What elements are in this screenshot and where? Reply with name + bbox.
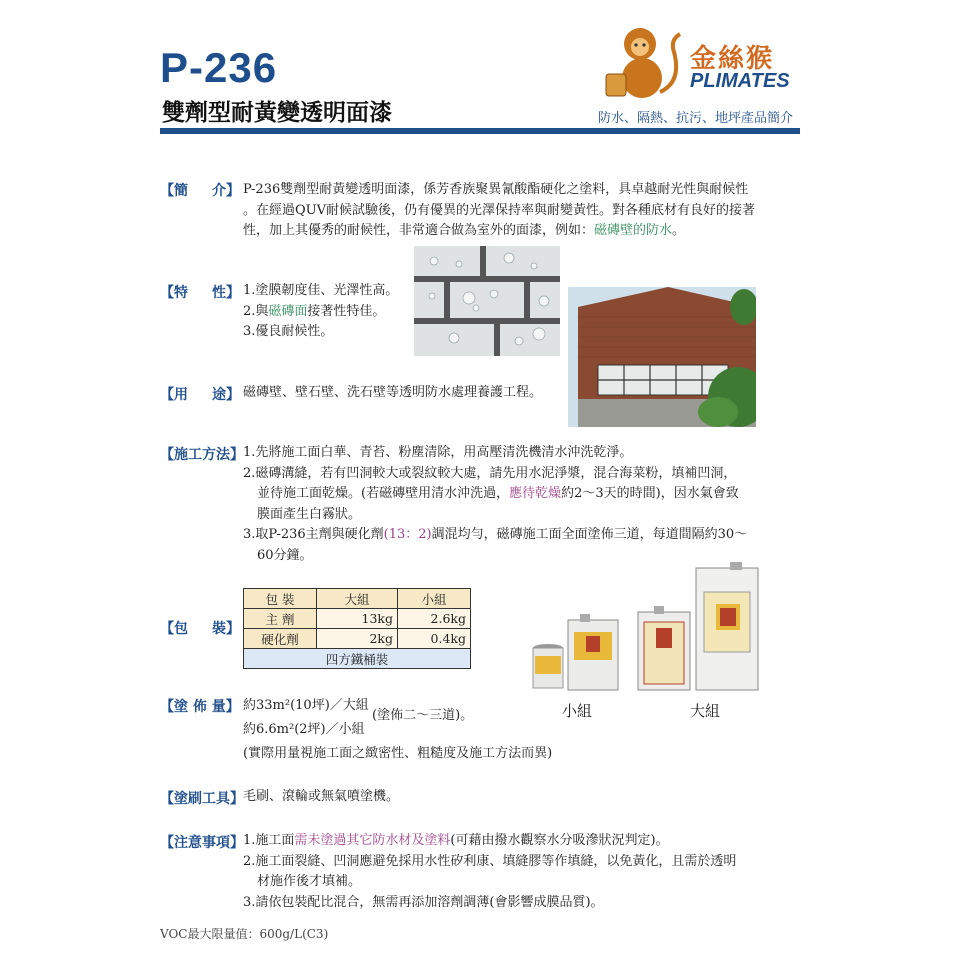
table-footer: 四方鐵桶裝 xyxy=(244,649,471,669)
intro-end: 。 xyxy=(672,223,686,238)
usage-label-b: 途】 xyxy=(212,387,240,403)
packing-label-b: 裝】 xyxy=(212,621,240,637)
method-step xyxy=(243,525,803,546)
monkey-logo-icon xyxy=(600,22,690,104)
feature-item: 3.優良耐候性。 xyxy=(243,324,334,339)
product-name: 雙劑型耐黃變透明面漆 xyxy=(162,100,392,126)
feature-text: 2.與 xyxy=(243,303,269,319)
coverage-coats: (塗佈二～三道)。 xyxy=(372,708,474,723)
table-cell: 0.4kg xyxy=(398,629,471,649)
table-cell: 2.6kg xyxy=(398,609,471,629)
packing-label xyxy=(160,618,240,638)
note-item: 2.施工面裂縫、凹洞應避免採用水性矽利康、填縫膠等作填縫，以免黃化，且需於透明 xyxy=(243,853,737,869)
coverage-text xyxy=(243,694,552,766)
table-cell: 2kg xyxy=(317,629,398,649)
method-text-part: 約2～3天的時間)，因水氣會致 xyxy=(561,486,739,501)
table-header: 包 裝 xyxy=(244,589,317,609)
packing-label-a: 【包 xyxy=(160,621,188,637)
note-text: 1.施工面 xyxy=(243,833,295,848)
table-cell: 硬化劑 xyxy=(244,629,317,649)
table-cell: 13kg xyxy=(317,609,398,629)
features-label-b: 性】 xyxy=(212,285,240,301)
table-row xyxy=(244,609,471,629)
product-code: P-236 xyxy=(160,44,278,91)
intro-line: 。在經過QUV耐候試驗後，仍有優異的光澤保持率與耐變黃性。對各種底材有良好的接著 xyxy=(243,202,756,218)
intro-label-b: 介】 xyxy=(212,183,240,199)
method-step: 1.先將施工面白華、青苔、粉塵清除，用高壓清洗機清水沖洗乾淨。 xyxy=(243,445,633,460)
table-header: 大組 xyxy=(317,589,398,609)
feature-highlight: 磁磚面 xyxy=(268,303,308,319)
table-row xyxy=(244,589,471,609)
brick-building-photo xyxy=(568,287,756,427)
table-row xyxy=(244,649,471,669)
table-header: 小組 xyxy=(398,589,471,609)
method-step: 2.磁磚溝縫，若有凹洞較大或裂紋較大處，請先用水泥淨漿，混合海菜粉，填補凹洞， xyxy=(243,465,737,481)
table-cell: 主 劑 xyxy=(244,609,317,629)
note-highlight: 需未塗過其它防水材及塗料 xyxy=(294,833,451,848)
table-row xyxy=(244,629,471,649)
features-text xyxy=(243,281,398,343)
intro-line xyxy=(243,221,803,242)
tools-text: 毛刷、滾輪或無氣噴塗機。 xyxy=(243,789,400,804)
method-text-part: 調混均勻，磁磚施工面全面塗佈三道，每道間隔約30～ xyxy=(431,527,748,542)
large-set-caption: 大組 xyxy=(690,702,721,720)
feature-item xyxy=(243,302,398,323)
coverage-line: 約6.6m²(2坪)／小組 xyxy=(243,722,365,737)
method-highlight: (13：2) xyxy=(383,527,432,542)
intro-line: P-236雙劑型耐黃變透明面漆，係芳香族聚異氰酸酯硬化之塗料，具卓越耐光性與耐候性 xyxy=(243,182,749,197)
coverage-label: 【塗 佈 量】 xyxy=(160,699,240,715)
brand-chinese-name: 金絲猴 xyxy=(690,44,775,74)
brand-english-name: PLIMATES xyxy=(690,70,790,92)
method-text-part: 並待施工面乾燥。(若磁磚壁用清水沖洗過， xyxy=(257,486,510,501)
brand-slogan: 防水、隔熱、抗污、地坪產品簡介 xyxy=(598,111,794,126)
intro-line-text: 性，加上其優秀的耐候性，非常適合做為室外的面漆，例如： xyxy=(243,223,595,238)
coverage-line: 約33m²(10坪)／大組 xyxy=(243,698,369,713)
method-step: 60分鐘。 xyxy=(257,547,313,563)
method-text-part: 3.取P-236主劑與硬化劑 xyxy=(243,527,384,542)
small-set-caption: 小組 xyxy=(562,702,593,720)
note-item: 3.請依包裝配比混合，無需再添加溶劑調薄(會影響成膜品質)。 xyxy=(243,894,604,910)
intro-text xyxy=(243,180,803,242)
feature-item: 1.塗膜韌度佳、光澤性高。 xyxy=(243,283,399,298)
intro-highlight: 磁磚壁的防水 xyxy=(594,223,673,238)
usage-label xyxy=(160,384,240,404)
packing-table xyxy=(243,588,471,669)
features-label xyxy=(160,282,240,302)
header-divider xyxy=(160,128,800,134)
method-step xyxy=(243,484,803,505)
feature-text: 接著性特佳。 xyxy=(307,303,386,319)
coverage-note: (實際用量視施工面之緻密性、粗糙度及施工方法而異) xyxy=(243,746,553,761)
features-label-a: 【特 xyxy=(160,285,188,301)
method-label: 【施工方法】 xyxy=(160,447,244,463)
voc-limit: VOC最大限量值：600g/L(C3) xyxy=(160,927,329,941)
method-step: 膜面產生白霧狀。 xyxy=(257,506,362,522)
product-cans-photo xyxy=(530,562,760,694)
usage-text: 磁磚壁、壁石壁、洗石壁等透明防水處理養護工程。 xyxy=(243,385,543,400)
notes-label: 【注意事項】 xyxy=(160,835,244,851)
intro-label-a: 【簡 xyxy=(160,183,188,199)
note-text: (可藉由撥水觀察水分吸滲狀況判定)。 xyxy=(450,833,669,848)
notes-text xyxy=(243,831,803,913)
usage-label-a: 【用 xyxy=(160,387,188,403)
water-beads-photo xyxy=(414,246,560,356)
tools-label: 【塗刷工具】 xyxy=(160,791,244,807)
note-item: 材施作後才填補。 xyxy=(257,874,362,889)
intro-label xyxy=(160,180,240,200)
method-text xyxy=(243,443,803,566)
method-highlight: 應待乾燥 xyxy=(509,486,562,501)
note-item xyxy=(243,831,803,852)
